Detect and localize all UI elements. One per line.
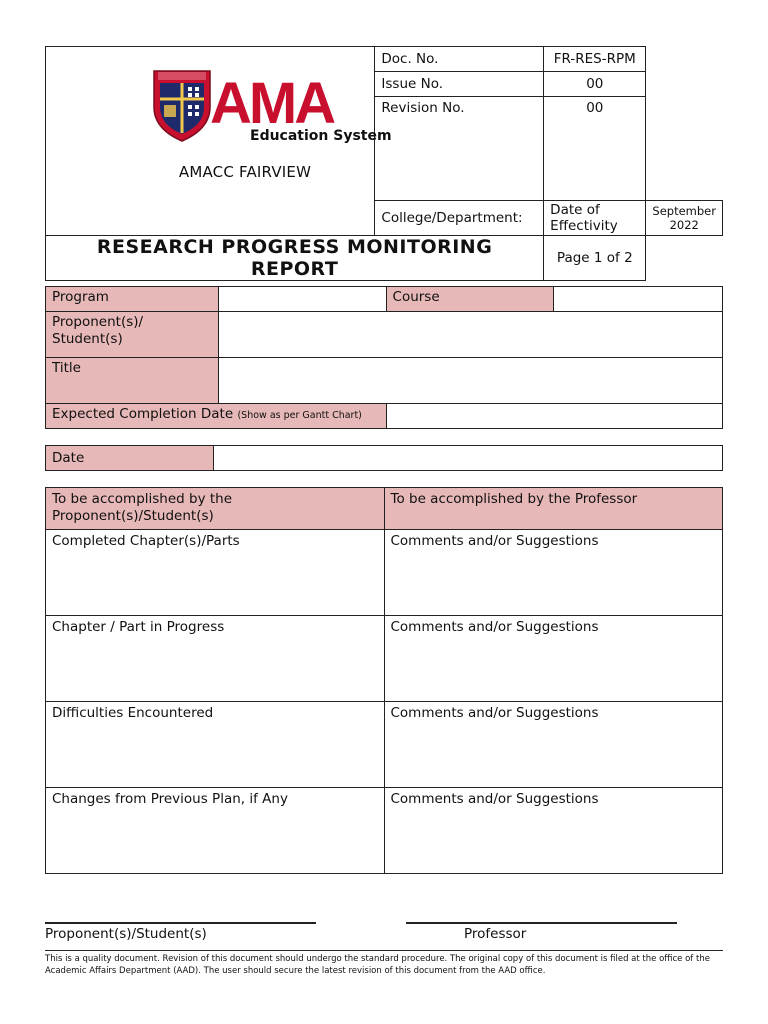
college-department-label: College/Department: xyxy=(381,210,523,226)
issue-no-label: Issue No. xyxy=(375,72,544,97)
date-table xyxy=(45,445,723,471)
ama-logo xyxy=(152,69,392,144)
comments-cell[interactable]: Comments and/or Suggestions xyxy=(384,788,723,874)
gantt-note: (Show as per Gantt Chart) xyxy=(237,410,362,421)
chapter-in-progress-cell[interactable]: Chapter / Part in Progress xyxy=(46,616,385,702)
program-field[interactable] xyxy=(218,287,386,312)
difficulties-cell[interactable]: Difficulties Encountered xyxy=(46,702,385,788)
professor-signature-label: Professor xyxy=(464,926,527,942)
student-column-header: To be accomplished by the Proponent(s)/Student(s) xyxy=(46,488,385,530)
footer-divider xyxy=(45,950,723,951)
professor-signature-line[interactable] xyxy=(406,922,677,924)
footer-note: This is a quality document. Revision of this document should undergo the standard procedure. The original copy of this document is filed at the office of the Academic Affairs Department (AAD). The user should secure the latest revision of this document from the AAD office. xyxy=(45,954,710,976)
completion-date-label: Expected Completion Date (Show as per Gantt Chart) xyxy=(46,404,387,429)
logo-cell xyxy=(46,47,392,236)
effectivity-value: September 2022 xyxy=(646,201,723,236)
changes-from-plan-cell[interactable]: Changes from Previous Plan, if Any xyxy=(46,788,385,874)
title-label: Title xyxy=(46,358,219,404)
proponents-label: Proponent(s)/ Student(s) xyxy=(46,312,219,358)
project-info-table xyxy=(45,286,723,429)
date-field[interactable] xyxy=(213,446,722,471)
college-department-field[interactable] xyxy=(375,201,544,236)
student-signature-line[interactable] xyxy=(45,922,316,924)
doc-no-label: Doc. No. xyxy=(375,47,544,72)
professor-column-header: To be accomplished by the Professor xyxy=(384,488,723,530)
completed-chapters-cell[interactable]: Completed Chapter(s)/Parts xyxy=(46,530,385,616)
completion-date-field[interactable] xyxy=(386,404,722,429)
date-label: Date xyxy=(46,446,214,471)
revision-no-label: Revision No. xyxy=(375,97,544,201)
doc-no-value: FR-RES-RPM xyxy=(544,47,646,72)
document-header xyxy=(45,46,723,281)
revision-no-value: 00 xyxy=(544,97,646,201)
form-title: RESEARCH PROGRESS MONITORING REPORT xyxy=(46,236,544,281)
title-field[interactable] xyxy=(218,358,722,404)
comments-cell[interactable]: Comments and/or Suggestions xyxy=(384,702,723,788)
comments-cell[interactable]: Comments and/or Suggestions xyxy=(384,616,723,702)
svg-text:AMA: AMA xyxy=(210,71,334,136)
comments-cell[interactable]: Comments and/or Suggestions xyxy=(384,530,723,616)
student-signature-label: Proponent(s)/Student(s) xyxy=(45,926,207,942)
svg-text:Education System: Education System xyxy=(250,128,392,144)
page-indicator: Page 1 of 2 xyxy=(544,236,646,281)
course-field[interactable] xyxy=(554,287,723,312)
proponents-field[interactable] xyxy=(218,312,722,358)
campus-name: AMACC FAIRVIEW xyxy=(178,163,312,181)
program-label: Program xyxy=(46,287,219,312)
issue-no-value: 00 xyxy=(544,72,646,97)
course-label: Course xyxy=(386,287,554,312)
progress-table xyxy=(45,487,723,874)
effectivity-label: Date of Effectivity xyxy=(544,201,646,236)
